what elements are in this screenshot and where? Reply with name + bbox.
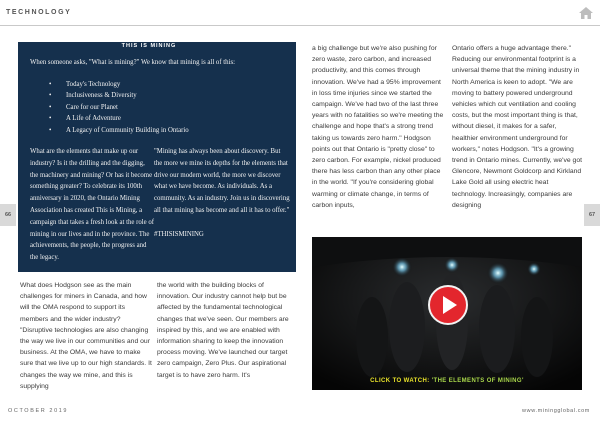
page-number-right: 67	[584, 204, 600, 226]
panel-column-1	[30, 146, 154, 264]
video-player[interactable]	[312, 237, 582, 390]
panel-intro: When someone asks, "What is mining?" We know that mining is all of this:	[30, 59, 235, 66]
panel-list-item: • Care for our Planet	[66, 102, 189, 113]
panel-list-item: • A Life of Adventure	[66, 113, 189, 124]
section-title: TECHNOLOGY	[6, 9, 72, 16]
panel-hashtag: #THISISMINING	[154, 230, 204, 238]
footer-website-link[interactable]: www.miningglobal.com	[522, 408, 590, 414]
body-column-4: Ontario offers a huge advantage there." Reducing our environmental footprint is a universal theme that the mining industry in North America is keen to adopt. "We are moving to battery powered underground vehicles which cut ventilation and cooling costs, but the most important thing is that, without diesel, it makes for a safer, healthier environment underground for workers," notes Hodgson. "It's a growing trend in Ontario mines. Currently, we've got Glencore, Newmont Goldcorp and Kirkland Lake Gold all using electric heat technology. Increasingly, companies are designing	[452, 45, 582, 209]
panel-quote: "Mining has always been about discovery. But the more we mine its depths for the elements that drive our modern world, the more we discover what we have become. As individuals. As a community. As an industry. Join us in discovering all that mining has become and all it has to offer."	[154, 148, 290, 214]
video-caption-prefix: CLICK TO WATCH:	[370, 378, 430, 384]
video-caption[interactable]	[312, 378, 582, 384]
panel-list-item: • Today's Technology	[66, 79, 189, 90]
home-icon[interactable]	[578, 6, 594, 20]
header-bar	[0, 0, 600, 26]
panel-col1-text: What are the elements that make up our industry? Is it the drilling and the digging, the machinery and mining? Or has it become something greater? To celebrate its 100th anniversary in 2020, the Ontario Mining Association has created This is Mining, a campaign that takes a fresh look at the role of mining in our lives and in the province. The achievements, the people, the progress and the legacy.	[30, 148, 154, 262]
panel-list	[66, 79, 189, 136]
play-button[interactable]	[428, 285, 468, 325]
footer-date: OCTOBER 2019	[8, 408, 69, 414]
page-number-left: 66	[0, 204, 16, 226]
body-column-3: a big challenge but we're also pushing for zero waste, zero carbon, and increased productivity, and this comes through innovation. We've had a 95% improvement in loss time injuries since we started the campaign. We've had two of the last three years with no fatalities so we're meeting the challenge and hope that's a strong trend taking us towards zero harm." Hodgson points out that Ontario is "pretty close" to zero carbon. For example, nickel produced there has less carbon than any other place in the world. "If you're considering global warming or climate change, in terms of carbon inputs,	[312, 45, 444, 209]
panel-list-item: • A Legacy of Community Building in Ontario	[66, 125, 189, 136]
panel-label	[112, 42, 186, 51]
play-icon	[443, 296, 457, 314]
body-column-2: the world with the building blocks of innovation. Our industry cannot help but be affected by the fundamental technological changes that we've seen. Our members are inspired by this, and we are enabled with information sharing to keep the innovation process moving. We've launched our target zero campaign, Zero Plus. Our aspirational target is to have zero harm. It's	[157, 282, 289, 379]
panel-list-item: • Inclusiveness & Diversity	[66, 90, 189, 101]
panel-column-2	[154, 146, 290, 240]
body-column-1: What does Hodgson see as the main challenges for miners in Canada, and how will the OMA respond to support its members and the wider industry? "Disruptive technologies are also changing the way we live in our communities and our business. At the OMA, we have to make sure that we live up to our high standards. It changes the way we mine, and this is supplying	[20, 282, 152, 390]
video-caption-title: 'THE ELEMENTS OF MINING'	[431, 378, 524, 384]
this-is-mining-panel	[18, 42, 296, 272]
panel-label-text: THIS IS MINING	[121, 43, 177, 49]
